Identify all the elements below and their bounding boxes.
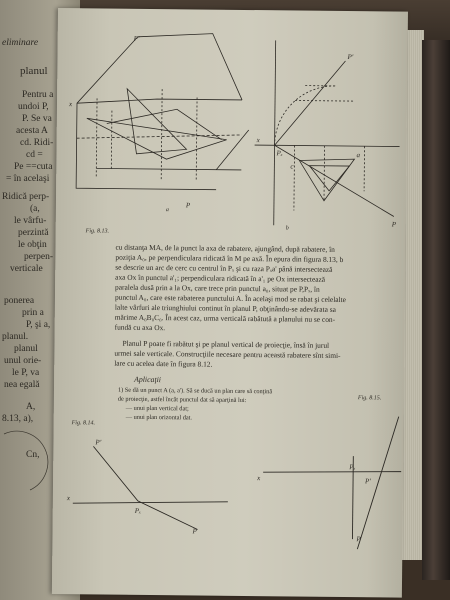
label-px-14: Pₓ bbox=[134, 506, 142, 515]
body-line: punctul A₀, care este rabaterea punctului A. În acelaşi mod se rabat şi celelalte bbox=[114, 292, 346, 305]
left-line: planul bbox=[14, 344, 38, 354]
left-line: prin a bbox=[22, 308, 44, 318]
label-px: Pₓ bbox=[276, 149, 283, 158]
label-p-14: P bbox=[192, 527, 197, 536]
label-c: c bbox=[290, 162, 294, 171]
left-line: le obţin bbox=[18, 240, 47, 250]
label-p-prime: P' bbox=[347, 53, 354, 62]
label-x-15: x bbox=[257, 474, 261, 483]
book-binding bbox=[422, 40, 450, 580]
figure-8-14-caption: Fig. 8.14. bbox=[71, 420, 96, 427]
exercise-line: 1) Se dă un punct A (a, a'). Să se ducă un plan care să conţină bbox=[117, 386, 273, 396]
label-x-14: x bbox=[66, 494, 71, 503]
right-page bbox=[52, 8, 408, 598]
left-line: Ridică perp- bbox=[2, 192, 50, 202]
label-pv-14: P' bbox=[95, 438, 102, 447]
label-x-b: x bbox=[256, 136, 260, 145]
body-line: mărime A₀B₀C₀. În acest caz, urma verticală rabătută a planului nu se con- bbox=[114, 312, 336, 324]
left-line: verticale bbox=[10, 264, 43, 274]
left-line: Pentru a bbox=[22, 90, 54, 100]
left-line: P. Se va bbox=[22, 114, 52, 124]
left-line: perzintă bbox=[18, 228, 49, 238]
left-line: le vârfu- bbox=[14, 216, 47, 226]
figure-8-13-sub-a: a bbox=[165, 207, 169, 214]
left-line: A, bbox=[26, 402, 36, 412]
body-line: urmei sale verticale. Construcţiile necesare pentru această rabatere sînt simi- bbox=[114, 348, 341, 360]
left-line: unul orie- bbox=[4, 356, 42, 366]
figure-8-13-caption: Fig. 8.13. bbox=[85, 228, 110, 235]
body-line: lare cu acelea date în figura 8.12. bbox=[114, 358, 213, 369]
left-line: = în acelaşi bbox=[6, 174, 50, 184]
left-line: P, şi a, bbox=[26, 320, 51, 330]
body-line: Planul P poate fi rabătut şi pe planul vertical de proiecţie, însă în jurul bbox=[122, 338, 330, 350]
body-line: poziţia A₀, pe perpendiculara ridicată în M pe axă. În epura din figura 8.13, b bbox=[115, 252, 344, 265]
exercise-line: — unui plan vertical dat; bbox=[125, 404, 189, 413]
left-line: nea egală bbox=[4, 380, 40, 390]
left-line: Cn, bbox=[26, 450, 40, 460]
left-line: acesta A bbox=[16, 126, 48, 136]
label-px-15: Pₓ bbox=[349, 463, 356, 472]
left-line: le P, va bbox=[12, 368, 40, 378]
figure-8-15-caption: Fig. 8.15. bbox=[357, 395, 382, 402]
label-p-b: P bbox=[391, 220, 397, 229]
exercise-line: de proiecţie, astfel încât punctul dat să aparţină lui: bbox=[117, 395, 247, 404]
left-line: planul bbox=[20, 65, 48, 77]
exercises-title: Aplicaţii bbox=[134, 374, 162, 385]
label-p-vertical: P' bbox=[133, 34, 140, 43]
label-p: P bbox=[185, 201, 191, 210]
label-p-15: P' bbox=[365, 477, 371, 486]
left-line: planul. bbox=[2, 332, 29, 342]
left-line: cd. Ridi- bbox=[20, 138, 54, 148]
exercise-line: — unui plan orizontal dat. bbox=[125, 413, 193, 422]
left-line: Pe ==cuta bbox=[14, 162, 53, 172]
left-line: (a, bbox=[30, 204, 40, 214]
label-x: x bbox=[68, 100, 73, 109]
label-p-b-15: P bbox=[356, 535, 361, 544]
figure-8-13-b bbox=[254, 40, 406, 232]
body-line: lalte vârfuri ale triunghiului continut în planul P, obţinându-se adevărata sa bbox=[114, 302, 336, 314]
left-line: ponerea bbox=[4, 296, 35, 306]
left-line: perpen- bbox=[24, 252, 54, 262]
left-line: undoi P, bbox=[18, 102, 49, 112]
figure-8-15 bbox=[252, 410, 403, 552]
left-line: 8.13, a), bbox=[2, 414, 34, 424]
figure-8-14 bbox=[62, 428, 233, 540]
body-line: se descrie un arc de cerc cu centrul în Pₓ şi cu raza Pₓa' până intersectează bbox=[115, 262, 333, 274]
figure-8-13-sub-b: b bbox=[285, 225, 289, 232]
body-line: axa Ox în punctul a'₁; perpendiculara ridicată în a'₁ pe Ox intersectează bbox=[115, 272, 326, 284]
label-a: a bbox=[356, 151, 361, 160]
figure-8-13-a bbox=[66, 28, 258, 210]
left-line: eliminare bbox=[2, 38, 39, 48]
body-line: fundă cu axa Ox. bbox=[114, 322, 166, 333]
left-line: cd = bbox=[26, 150, 43, 160]
body-line: cu distanţa MA, de la punct la axa de rabatere, ajungând, după rabatere, în bbox=[115, 242, 335, 254]
body-line: paralela dusă prin a la Ox, care trece prin punctul a₀, situat pe P,Pₓ, în bbox=[115, 282, 320, 294]
